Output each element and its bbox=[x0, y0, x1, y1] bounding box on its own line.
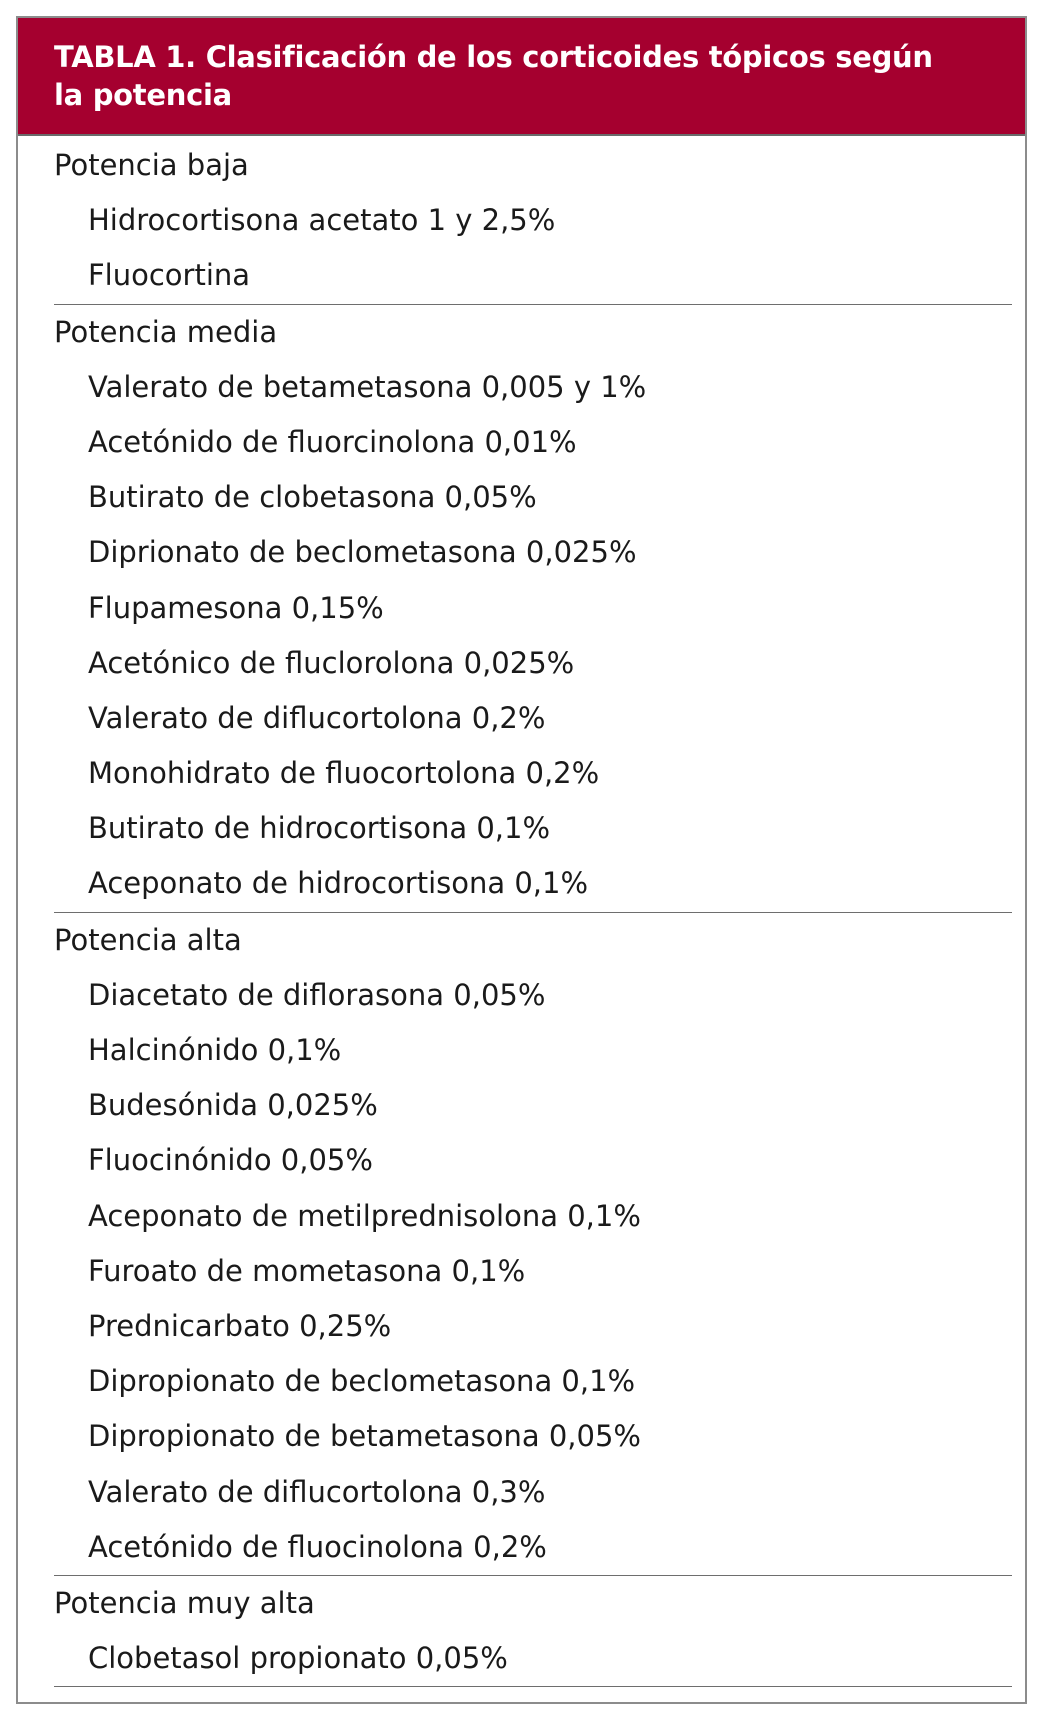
drug-item: Flupamesona 0,15% bbox=[88, 590, 384, 625]
drug-item: Aceponato de hidrocortisona 0,1% bbox=[88, 866, 589, 901]
table-body bbox=[18, 138, 1025, 1687]
drug-item: Budesónida 0,025% bbox=[88, 1088, 378, 1123]
drug-item: Valerato de diflucortolona 0,2% bbox=[88, 700, 546, 735]
drug-item: Monohidrato de fluocortolona 0,2% bbox=[88, 756, 600, 791]
drug-item: Hidrocortisona acetato 1 y 2,5% bbox=[88, 203, 556, 238]
drug-item: Aceponato de metilprednisolona 0,1% bbox=[88, 1198, 641, 1233]
drug-item: Acetónido de fluocinolona 0,2% bbox=[88, 1529, 547, 1564]
drug-item: Furoato de mometasona 0,1% bbox=[88, 1253, 526, 1288]
drug-item: Fluocortina bbox=[88, 258, 251, 293]
drug-item: Halcinónido 0,1% bbox=[88, 1033, 342, 1067]
table-header bbox=[18, 18, 1025, 136]
drug-item: Clobetasol propionato 0,05% bbox=[88, 1641, 508, 1676]
table-frame bbox=[16, 16, 1027, 1704]
drug-item: Valerato de diflucortolona 0,3% bbox=[88, 1474, 546, 1509]
category-heading: Potencia baja bbox=[54, 148, 249, 182]
drug-item: Butirato de hidrocortisona 0,1% bbox=[88, 811, 551, 846]
drug-item: Diacetato de diflorasona 0,05% bbox=[88, 977, 546, 1012]
category-heading: Potencia alta bbox=[54, 922, 242, 957]
group-divider bbox=[54, 1686, 1012, 1687]
drug-item: Acetónido de fluorcinolona 0,01% bbox=[88, 424, 577, 459]
drug-item: Diprionato de beclometasona 0,025% bbox=[88, 535, 637, 570]
drug-item: Dipropionato de beclometasona 0,1% bbox=[88, 1364, 636, 1399]
category-heading: Potencia media bbox=[54, 314, 278, 349]
drug-item: Acetónico de fluclorolona 0,025% bbox=[88, 645, 575, 680]
table-title: TABLA 1. Clasificación de los corticoides tópicos según la potencia bbox=[54, 40, 933, 112]
drug-item: Butirato de clobetasona 0,05% bbox=[88, 480, 537, 515]
drug-item: Dipropionato de betametasona 0,05% bbox=[88, 1419, 641, 1454]
category-heading: Potencia muy alta bbox=[54, 1585, 315, 1620]
drug-item: Prednicarbato 0,25% bbox=[88, 1308, 392, 1343]
drug-item: Valerato de betametasona 0,005 y 1% bbox=[88, 369, 647, 404]
drug-item: Fluocinónido 0,05% bbox=[88, 1143, 373, 1178]
